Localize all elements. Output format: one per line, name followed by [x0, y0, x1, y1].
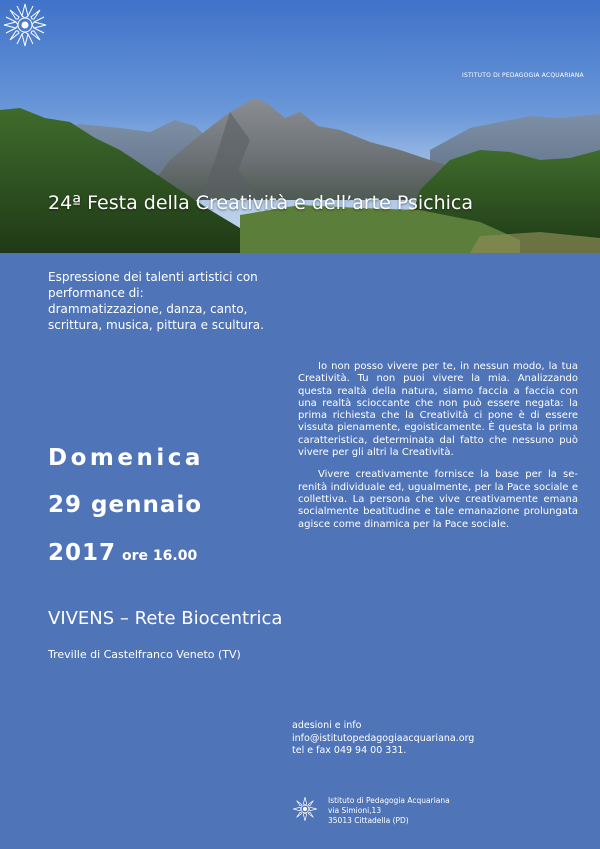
venue-name: VIVENS – Rete Biocentrica	[48, 608, 283, 629]
institute-address	[328, 796, 450, 826]
address-city: 35013 Cittadella (PD)	[328, 816, 409, 825]
event-title: 24ª Festa della Creatività e dell’arte Psichica	[48, 192, 474, 214]
quote-paragraph: Io non posso vivere per te, in nessun modo, la tua Creatività. Tu non puoi vivere la mia. Analizzando questa realtà della natura, siamo faccia a faccia con una realtà scioccante che non può essere negata: la prima richiesta che la Creatività ci pone è di essere vissuta pienamente, egoisticamente. È questa la prima caratteristica, determinata dal fatto che nessuno può vivere per gli altri la Creatività.	[298, 361, 578, 459]
address-name: Istituto di Pedagogia Acquariana	[328, 796, 450, 805]
logo-label: ISTITUTO DI PEDAGOGIA ACQUARIANA	[462, 72, 584, 79]
intro-text	[48, 269, 348, 333]
contact-label: adesioni e info	[292, 720, 362, 731]
mountain-landscape	[0, 0, 600, 253]
sun-flower-logo-icon	[291, 795, 319, 823]
event-day-month: 29 gennaio	[48, 492, 203, 518]
event-year-time	[48, 540, 197, 566]
creativity-quote	[298, 361, 578, 541]
quote-paragraph: Vivere creativamente fornisce la base per la se-renità individuale ed, ugualmente, per la Pace sociale e collettiva. La persona che vive creativamente emana socialmente beatitudine e tale emanazione prolungata agisce come dinamica per la Pace sociale.	[298, 469, 578, 530]
event-weekday: Domenica	[48, 445, 204, 471]
venue-place: Treville di Castelfranco Veneto (TV)	[48, 648, 241, 661]
sun-flower-logo-icon	[0, 0, 50, 50]
event-year: 2017	[48, 540, 117, 566]
event-time: ore 16.00	[122, 548, 198, 564]
intro-line: scrittura, musica, pittura e scultura.	[48, 318, 264, 332]
contact-phone: tel e fax 049 94 00 331.	[292, 745, 407, 756]
address-street: via Simioni,13	[328, 806, 382, 815]
intro-line: drammatizzazione, danza, canto,	[48, 302, 248, 316]
intro-line: Espressione dei talenti artistici con	[48, 270, 258, 284]
contact-info	[292, 720, 474, 758]
intro-line: performance di:	[48, 286, 144, 300]
hero-photo	[0, 0, 600, 253]
contact-email[interactable]: info@istitutopedagogiaacquariana.org	[292, 732, 475, 744]
